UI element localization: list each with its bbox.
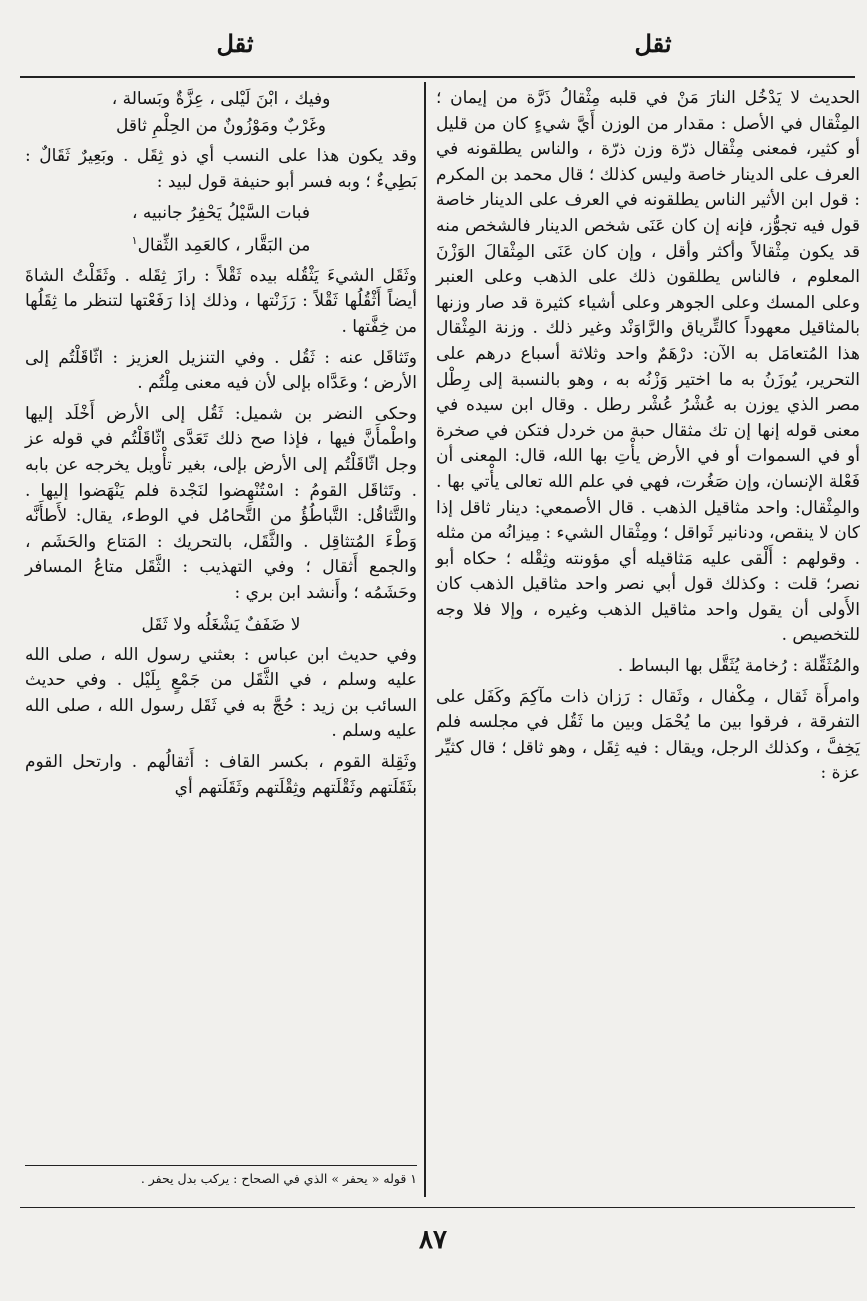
verse-hemistich: فبات السَّيْلُ يَحْفِرُ جانبيه ، — [131, 203, 311, 224]
page-number: ٨٧ — [419, 1225, 447, 1255]
header-entry-word-left: ثقل — [216, 29, 254, 58]
paragraph: وثَقِلة القوم ، بكسر القاف : أَثقالُهم . وارتحل القوم بثَقَلَتهم وثَقْلَتهم وثِقْلَتهم وثَقَلَتهم أي — [25, 751, 417, 798]
footnote-rule — [25, 1165, 417, 1166]
paragraph: وحكى النضر بن شميل: ثَقُل إلى الأرض أَخْلَد إليها واطْمأَنَّ فيها ، فإذا صح ذلك تَعَدَّى اثّاقَلْتُم في قوله عز وجل اثّاقَلْتُم إلى الأرض بإلى، بغير تأْويل يخرجه عن بابه . وتَثاقَل القومُ : اسْتُنْهِضوا لنَجْدة فلم يَنْهَضوا إليها . والتَّثاقُل: التَّباطُؤُ من التَّحامُل في الوطء، يقال: لأَطأَنَّه وَطْءَ المُتثاقِل . والثَّقَل، بالتحريك : المَتاع والحَشَم ، والجمع أَثقال ؛ وفي التهذيب : الثَّقَل متاعُ المسافر وحَشَمُه ؛ وأَنشد ابن بري : — [25, 403, 417, 603]
paragraph: الحديث لا يَدْخُل النارَ مَنْ في قلبه مِثْقالُ ذَرَّة من إيمان ؛ المِثْقال في الأصل : مقدار من الوزن أَيَّ شيءٍ كان من قليل أو كثير، فمعنى مِثْقال ذرّة وزن ذرّة ، والناس يطلقونه في العرف على الدينار خاصة وليس كذلك ؛ قال محمد بن المكرم : قول ابن الأثير الناس يطلقونه في العرف على الدينار خاصة قول فيه تجوُّز، فإنه إن كان عَنَى شخص الدينار فالشخص منه قد يكون مِثْقالاً وأكثر وأقل ، وإن كان عَنَى المِثْقالَ الوَزْنَ المعلوم ، فالناس يطلقون ذلك على الذهب وعلى العنبر وعلى المسك وعلى الجوهر وعلى أشياء كثيرة قد صار وزنها بالمثاقيل معهوداً كالتِّرياق والرَّاوَنْد وغير ذلك . وزنة المِثْقال هذا المُتعامَل به الآن: درْهَمٌ واحد وثلاثة أسباع درهم على التحرير، يُوزَنُ به ما اختير وَزْنُه به ، وهو بالنسبة إلى رِطْل مصر الذي يوزن به عُشْرُ عُشْر رطل . وقال ابن سيده في معنى قوله إنها إن تك مثقال حبة من خردل فتكن في صخرة أو في السموات أو في الأرض يأْتِ بها الله، قال: المعنى أن فَعْلة الإنسان، وإن صَغُرت، فهي في علم الله تعالى يأْتي بها . والمِثْقال: واحد مثاقيل الذهب . قال الأصمعي: دينار ثاقل إذا كان لا ينقص، ودنانير ثَواقل ؛ ومِثْقال الشيء : مِيزانُه من مثله . وقولهم : أَلْقى عليه مَثاقيله أي مؤونته وثِقْله ؛ حكاه أبو نصر؛ قلت : وكذلك قول أبي نصر واحد مثاقيل الذهب كان الأَولى أن يقول واحد مثاقيل الذهب وغيره ، وإلا فلا وجه للتخصيص . — [436, 88, 860, 646]
verse-labid — [25, 200, 417, 260]
left-column — [25, 86, 417, 806]
verse-kuthayyir — [25, 86, 417, 140]
column-divider — [424, 82, 426, 1197]
verse-hemistich: لا ضَفَفٌ يَشْغَلُه ولا ثَقَل — [141, 614, 301, 635]
footnote-marker: ١ — [131, 234, 138, 248]
paragraph: وثَقَل الشيءَ يَثْقُله بيده ثَقْلاً : رازَ ثِقَله . وثَقَلْتُ الشاةَ أيضاً أَثْقُلُها ثَقْلاً : رَزَنْتها ، وذلك إذا رَفَعْتها لتنظر ما ثِقَلُها من خِفَّتها . — [25, 265, 417, 338]
header-entry-word-right: ثقل — [634, 29, 672, 58]
paragraph: وفي حديث ابن عباس : بعثني رسول الله ، صلى الله عليه وسلم ، في الثَّقَل من جَمْعٍ بِلَيْل . وفي حديث السائب بن زيد : حُجَّ به في ثَقَل رسول الله ، صلى الله عليه وسلم . — [25, 644, 417, 742]
verse-hemistich: وفيك ، ابْنَ لَيْلى ، عِزَّةٌ وبَسالة ، — [111, 89, 331, 109]
footer-rule — [20, 1207, 855, 1208]
right-column — [436, 86, 860, 792]
paragraph: وامرأَة ثَقال ، مِكْفال ، وثَقال : رَزان ذات مآكِمَ وكَفَل على التفرقة ، فرقوا بين ما يُحْمَل وبين ما ثَقُل في مجلسه فلم يَخِفَّ ، وكذلك الرجل، ويقال : فيه ثِقَل ، وهو ثاقل ؛ قال كثيِّر عزة : — [436, 686, 860, 784]
verse-hemistich — [25, 227, 417, 260]
paragraph: وتَثاقَل عنه : ثَقُل . وفي التنزيل العزيز : اثّاقَلْتُم إلى الأرض ؛ وعَدَّاه بإلى لأن فيه معنى مِلْتُم . — [25, 347, 417, 394]
verse-ibn-barri — [25, 612, 417, 639]
paragraph: والمُثَقِّلة : رُخامة يُثَقَّل بها البساط . — [617, 656, 860, 677]
verse-hemistich-text: من البَقَّار ، كالعَمِد الثِّقال — [137, 235, 311, 256]
footnote: ١ قوله « يحفر » الذي في الصحاح : يركب بدل يحفر . — [140, 1171, 417, 1186]
header-rule — [20, 76, 855, 78]
paragraph: وقد يكون هذا على النسب أي ذو ثِقَل . وبَعِيرٌ ثَقَالٌ : بَطِيءٌ ؛ وبه فسر أبو حنيفة قول لبيد : — [25, 146, 417, 192]
verse-hemistich: وغَرْبٌ ومَوْزُونٌ من الحِلْمِ ثاقل — [116, 116, 326, 136]
